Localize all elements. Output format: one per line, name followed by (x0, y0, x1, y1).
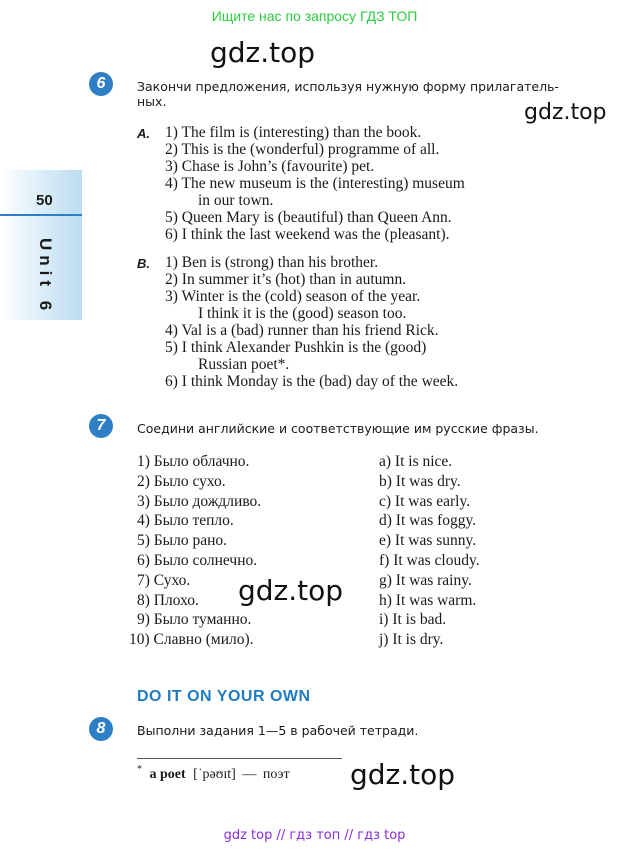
part-a-list (165, 124, 465, 243)
list-item-continued: in our town. (198, 192, 274, 209)
exercise-8-instruction: Выполни задания 1—5 в рабочей тетради. (137, 723, 419, 738)
list-item: 3) Было дождливо. (137, 492, 262, 510)
list-item: f) It was cloudy. (379, 551, 480, 569)
list-item-continued: I think it is the (good) season too. (198, 305, 407, 322)
list-item: h) It was warm. (379, 591, 477, 609)
list-item: 6) Было солнечно. (137, 551, 258, 569)
exercise-8-badge: 8 (89, 717, 113, 741)
list-item: 4) Было тепло. (137, 512, 234, 530)
list-item: 10) Славно (мило). (129, 631, 254, 649)
list-item: 4) Val is a (bad) runner than his friend Rick. (165, 322, 439, 339)
list-item: 3) Winter is the (cold) season of the year. (165, 288, 421, 305)
section-heading: DO IT ON YOUR OWN (137, 688, 311, 705)
list-item: i) It is bad. (379, 611, 447, 629)
list-item: 2) Было сухо. (137, 472, 226, 490)
footnote-rule (137, 758, 342, 759)
list-item: 3) Chase is John’s (favourite) pet. (165, 158, 375, 175)
list-item: 1) Было облачно. (137, 453, 250, 470)
footer-links[interactable]: gdz top // гдз топ // гдз top (223, 828, 406, 843)
list-item: 1) The film is (interesting) than the book. (165, 124, 422, 141)
exercise-7-right-column (379, 452, 480, 650)
list-item: 9) Было туманно. (137, 611, 252, 629)
list-item: 6) I think the last weekend was the (pleasant). (165, 226, 450, 243)
list-item: 4) The new museum is the (interesting) museum (165, 175, 465, 192)
unit-label: Unit 6 (36, 238, 55, 316)
part-b-letter: B. (137, 256, 150, 271)
list-item: e) It was sunny. (379, 532, 477, 550)
list-item: j) It is dry. (379, 631, 444, 649)
exercise-7-left-column (129, 452, 262, 650)
list-item: 2) This is the (wonderful) programme of all. (165, 141, 440, 158)
footnote: * a poet [ˈpəʊɪt] — поэт (137, 764, 290, 782)
list-item: g) It was rainy. (379, 571, 472, 589)
list-item: d) It was foggy. (379, 512, 477, 530)
top-banner[interactable]: Ищите нас по запросу ГДЗ ТОП (211, 8, 418, 24)
list-item-continued: Russian poet*. (198, 356, 290, 373)
list-item: a) It is nice. (379, 453, 453, 470)
list-item: 5) I think Alexander Pushkin is the (good) (165, 339, 427, 356)
list-item: 2) In summer it’s (hot) than in autumn. (165, 271, 407, 288)
part-a-letter: A. (137, 126, 150, 141)
list-item: 8) Плохо. (137, 591, 199, 609)
watermark: gdz.top (238, 574, 344, 607)
part-b-list (165, 254, 458, 390)
exercise-7-instruction: Соедини английские и соответствующие им русские фразы. (137, 421, 539, 436)
exercise-6-badge: 6 (89, 72, 113, 96)
list-item: 5) Было рано. (137, 532, 228, 550)
watermark: gdz.top (524, 100, 607, 125)
list-item: 6) I think Monday is the (bad) day of the week. (165, 373, 459, 390)
watermark: gdz.top (210, 36, 316, 69)
exercise-6-instruction: Закончи предложения, используя нужную форму прилагатель- ных. (137, 79, 559, 109)
page-number: 50 (36, 192, 53, 209)
list-item: 1) Ben is (strong) than his brother. (165, 254, 379, 271)
list-item: c) It was early. (379, 492, 471, 510)
exercise-7-badge: 7 (89, 414, 113, 438)
watermark: gdz.top (350, 758, 456, 791)
list-item: 5) Queen Mary is (beautiful) than Queen Ann. (165, 209, 452, 226)
list-item: 7) Сухо. (137, 571, 191, 589)
list-item: b) It was dry. (379, 472, 461, 490)
side-tab-divider (0, 214, 82, 216)
